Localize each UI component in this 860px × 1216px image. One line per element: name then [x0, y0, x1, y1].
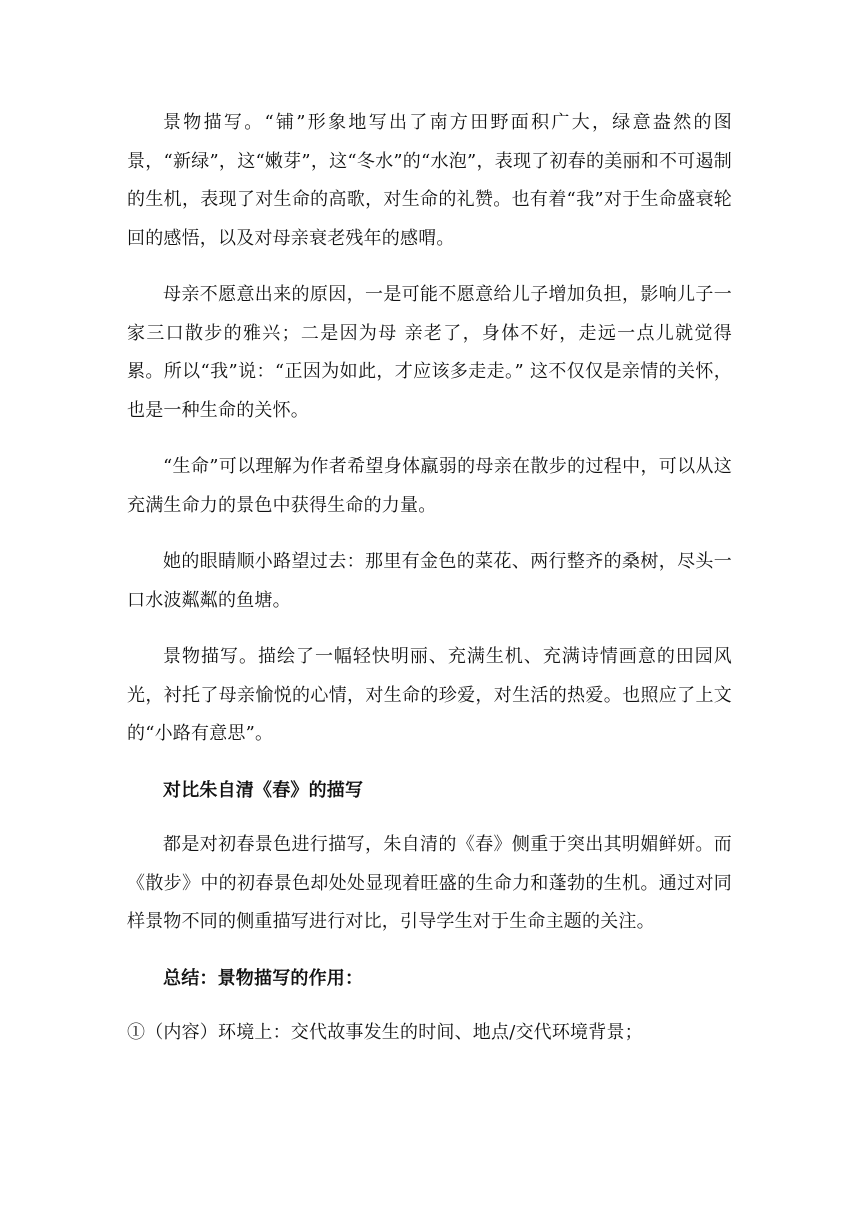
paragraph-scenery-description: 景物描写。“铺”形象地写出了南方田野面积广大，绿意盎然的图景，“新绿”，这“嫩芽”，这“冬水”的“水泡”，表现了初春的美丽和不可遏制的生机，表现了对生命的高歌，对生命的礼赞。也有着“我”对于生命盛衰轮回的感悟，以及对母亲衰老残年的感喟。	[127, 112, 732, 249]
paragraph-comparison: 都是对初春景色进行描写，朱自清的《春》侧重于突出其明媚鲜妍。而《散步》中的初春景色却处处显现着旺盛的生命力和蓬勃的生机。通过对同样景物不同的侧重描写进行对比，引导学生对于生命主题的关注。	[127, 834, 732, 932]
paragraph-life-meaning: “生命”可以理解为作者希望身体羸弱的母亲在散步的过程中，可以从这充满生命力的景色中获得生命的力量。	[127, 456, 732, 516]
heading-comparison: 对比朱自清《春》的描写	[163, 779, 364, 801]
paragraph-quote-path: 她的眼睛顺小路望过去：那里有金色的菜花、两行整齐的桑树，尽头一口水波粼粼的鱼塘。	[127, 551, 732, 611]
list-item-environment: ①（内容）环境上：交代故事发生的时间、地点/交代环境背景；	[127, 1022, 643, 1043]
paragraph-pastoral-scenery: 景物描写。描绘了一幅轻快明丽、充满生机、充满诗情画意的田园风光，衬托了母亲愉悦的心情，对生命的珍爱，对生活的热爱。也照应了上文的“小路有意思”。	[127, 646, 732, 744]
heading-summary: 总结：景物描写的作用：	[163, 967, 364, 989]
paragraph-mother-reason: 母亲不愿意出来的原因，一是可能不愿意给儿子增加负担，影响儿子一家三口散步的雅兴；二是因为母 亲老了，身体不好，走远一点儿就觉得累。所以“我”说：“正因为如此，才应该多走走。” 这不仅仅是亲情的关怀，也是一种生命的关怀。	[127, 284, 732, 421]
